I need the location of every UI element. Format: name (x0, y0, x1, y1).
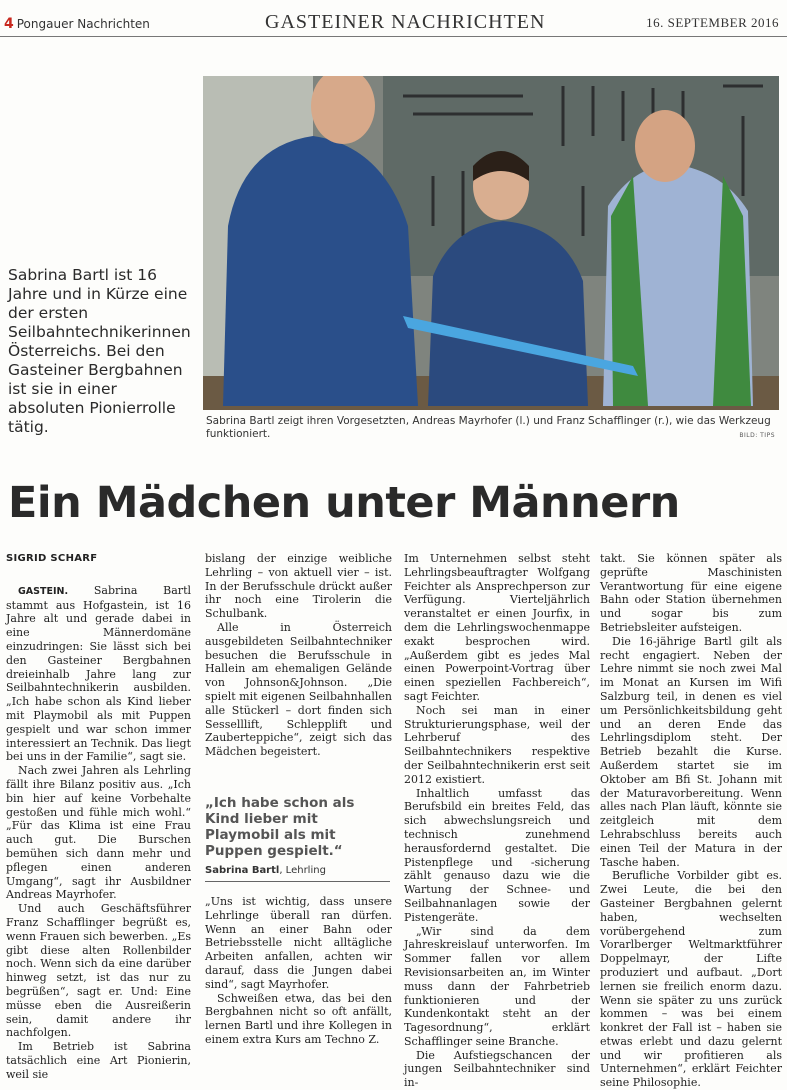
paragraph: takt. Sie können später als geprüfte Maschinisten Verantwortung für eine eigene Bahn oder Station übernehmen und sogar bis zum Betriebsleiter aufsteigen. (600, 552, 782, 634)
column-4 (600, 552, 782, 1090)
header-rule (0, 36, 787, 37)
quote-rule (205, 881, 390, 882)
paragraph: Im Unternehmen selbst steht Lehrlingsbeauftragter Wolfgang Feichter als Ansprechperson zur Verfügung. Vierteljährlich veranstaltet er einen Jourfix, in dem die Lehrlingswochenmappe exakt besprochen wird. „Außerdem gibt es jedes Mal einen Powerpoint-Vortrag über einen speziellen Fachbereich“, sagt Feichter. (404, 552, 590, 703)
paragraph: „Uns ist wichtig, dass unsere Lehrlinge überall ran dürfen. Wenn an einer Bahn oder Betriebsstelle nicht alltägliche Arbeiten anfallen, achten wir darauf, dass die Jungen dabei sind“, sagt Mayrhofer. (205, 895, 392, 991)
paragraph: Im Betrieb ist Sabrina tatsächlich eine Art Pionierin, weil sie (6, 1040, 191, 1081)
article-photo (203, 76, 779, 410)
paragraph-text: Sabrina Bartl stammt aus Hofgastein, ist 16 Jahre alt und gerade dabei in eine Männerdomäne einzudringen: Sie lässt sich bei den Gasteiner Bergbahnen dreieinhalb Jahre lang zur Seilbahntechnikerin ausbilden. „Ich habe schon als Kind lieber mit Playmobil als mit Puppen gespielt und war schon immer interessiert an Technik. Das liegt bei uns in der Familie“, sagt sie. (6, 583, 192, 764)
column-3 (404, 552, 590, 1090)
column-2-continued (205, 895, 392, 1047)
paragraph: „Wir sind da dem Jahreskreislauf unterworfen. Im Sommer fallen vor allem Revisionsarbeiten an, im Winter muss dann der Fahrbetrieb funktionieren und der Kundenkontakt steht an der Tagesordnung“, erklärt Schafflinger seine Branche. (404, 924, 590, 1048)
workshop-photo (203, 76, 779, 410)
page-label (4, 16, 150, 32)
pull-quote-text: „Ich habe schon als Kind lieber mit Playmobil als mit Puppen gespielt.“ (205, 795, 355, 859)
paragraph: Inhaltlich umfasst das Berufsbild ein breites Feld, das sich abwechslungsreich und technisch zunehmend herausfordernd gestaltet. Die Pistenpflege und -sicherung zählt genauso dazu wie die Wartung der Schnee- und Seilbahnanlagen sowie der Pistengeräte. (404, 786, 590, 924)
paragraph: Und auch Geschäftsführer Franz Schafflinger begrüßt es, wenn Frauen sich bewerben. „Es gibt diese alten Rollenbilder noch. Wenn sich da eine darüber hinweg setzt, ist das nur zu begrüßen“, sagt er. Und: Eine müsse eben die Ausreißerin sein, damit andere ihr nachfolgen. (6, 902, 191, 1040)
quote-role: , Lehrling (279, 865, 326, 876)
article-headline: Ein Mädchen unter Männern (8, 478, 680, 528)
issue-date: 16. SEPTEMBER 2016 (646, 15, 779, 30)
column-2 (205, 552, 392, 759)
pull-quote (205, 795, 390, 882)
paragraph: Die 16-jährige Bartl gilt als recht engagiert. Neben der Lehre nimmt sie noch zwei Mal im Monat an Kursen im Wifi Salzburg teil, in denen es viel um Persönlichkeitsbildung geht und an deren Ende das Lehrlingsdiplom steht. Der Betrieb bezahlt die Kurse. Außerdem startet sie im Oktober am Bfi St. Johann mit der Maturavorbereitung. Wenn alles nach Plan läuft, könnte sie zeitgleich mit dem Lehrabschluss bereits auch einen Teil der Matura in der Tasche haben. (600, 634, 782, 869)
paragraph (6, 584, 191, 764)
author-byline: SIGRID SCHARF (6, 553, 98, 564)
quote-name: Sabrina Bartl (205, 865, 280, 876)
photo-caption: Sabrina Bartl zeigt ihren Vorgesetzten, Andreas Mayrhofer (l.) und Franz Schafflinger (r.), wie das Werkzeug funktioniert. (206, 415, 771, 440)
column-1 (6, 552, 191, 1081)
paragraph: Noch sei man in einer Strukturierungsphase, weil der Lehrberuf des Seilbahntechnikers respektive der Seilbahntechnikerin erst seit 2012 existiert. (404, 703, 590, 786)
paragraph: Nach zwei Jahren als Lehrling fällt ihre Bilanz positiv aus. „Ich bin hier auf keine Vorbehalte gestoßen und fühle mich wohl.“ „Für das Klima ist eine Frau auch gut. Die Burschen bemühen sich dann mehr und pflegen einen anderen Umgang“, sagt ihr Ausbildner Andreas Mayrhofer. (6, 764, 191, 902)
masthead: GASTEINER NACHRICHTEN (265, 11, 546, 33)
paragraph: Schweißen etwa, das bei den Bergbahnen nicht so oft anfällt, lernen Bartl und ihre Kollegen in einem extra Kurs am Techno Z. (205, 991, 392, 1046)
paragraph: bislang der einzige weibliche Lehrling – von aktuell vier – ist. In der Berufsschule drückt außer ihr noch eine Tirolerin die Schulbank. (205, 552, 392, 621)
paragraph: Berufliche Vorbilder gibt es. Zwei Leute, die bei den Gasteiner Bergbahnen gelernt haben, wechselten vorübergehend zum Vorarlberger Weltmarktführer Doppelmayr, der Lifte produziert und aufbaut. „Dort lernen sie freilich enorm dazu. Wenn sie später zu uns zurück kommen – was bei einem konkret der Fall ist – haben sie etwas erlebt und dazu gelernt und wir profitieren als Unternehmen“, erklärt Feichter seine Philosophie. (600, 869, 782, 1090)
lead-text: Sabrina Bartl ist 16 Jahre und in Kürze eine der ersten Seilbahntechnikerinnen Österreichs. Bei den Gasteiner Bergbahnen ist sie in einer absoluten Pionierrolle tätig. (8, 266, 191, 436)
page-number: 4 (4, 16, 14, 32)
page-header (0, 0, 787, 40)
pull-quote-attribution (205, 865, 390, 876)
photo-credit: BILD: TIPS (739, 432, 775, 439)
paragraph: Alle in Österreich ausgebildeten Seilbahntechniker besuchen die Berufsschule in Hallein am ehemaligen Gelände von Johnson&Johnson. „Die spielt mit eigenen Seilbahnhallen alle Stückerl – dort finden sich Sesselllift, Schlepplift und Zauberteppiche“, zeigt sich das Mädchen begeistert. (205, 620, 392, 759)
section-name: Pongauer Nachrichten (16, 17, 150, 31)
dateline: GASTEIN. (18, 585, 69, 597)
paragraph: Die Aufstiegschancen der jungen Seilbahntechniker sind in- (404, 1048, 590, 1090)
